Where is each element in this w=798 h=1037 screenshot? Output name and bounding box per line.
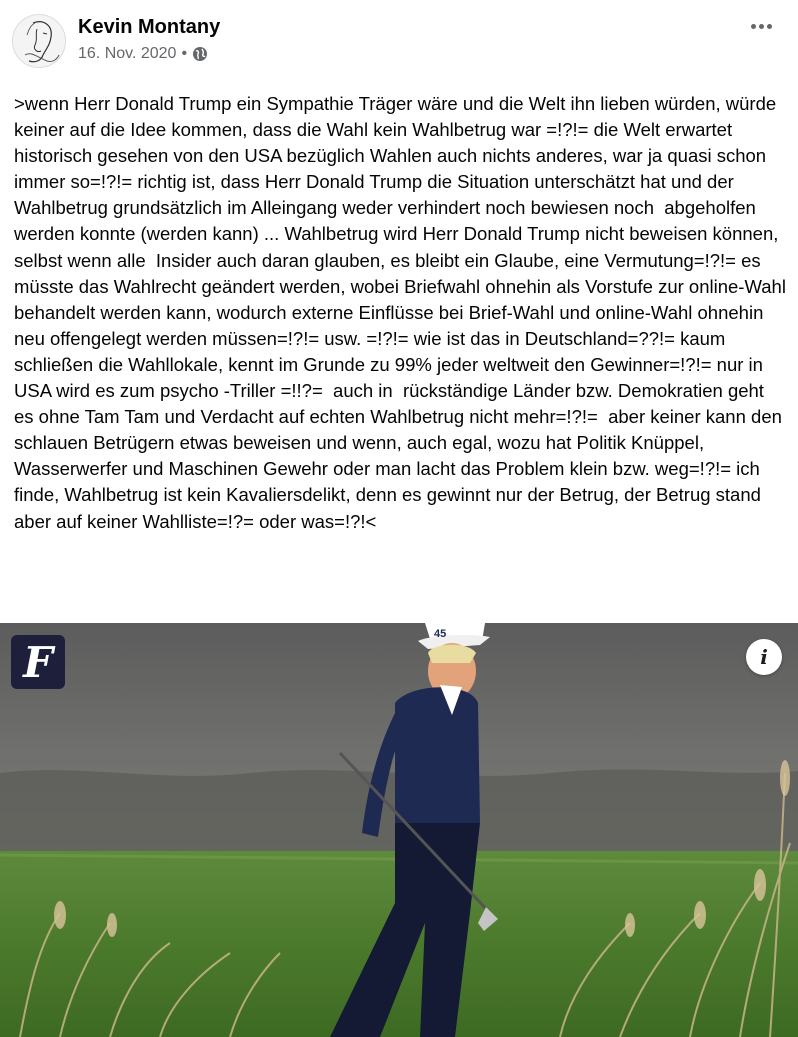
post-photo[interactable] xyxy=(0,623,798,1037)
golf-course-photo xyxy=(0,623,798,1037)
author-name[interactable]: Kevin Montany xyxy=(78,16,221,38)
post-text: >wenn Herr Donald Trump ein Sympathie Träger wäre und die Welt ihn lieben würden, würde keiner auf die Idee kommen, dass die Wahl kein Wahlbetrug war =!?!= die Welt erwartet historisch gesehen von den USA bezüglich Wahlen auch nichts anderes, war ja quasi schon immer so=!?!= richtig ist, dass Herr Donald Trump die Situation unterschätzt hat und der Wahlbetrug grundsätzlich im Alleingang weder verhindert noch bewiesen noch abgeholfen werden konnte (werden kann) ... Wahlbetrug wird Herr Donald Trump nicht beweisen können, selbst wenn alle Insider auch daran glauben, es bleibt ein Glaube, eine Vermutung=!?!= es müsste das Wahlrecht geändert werden, wobei Briefwahl ohnehin als Vorstufe zur online-Wahl behandelt werden kann, wodurch externe Einflüsse bei Brief-Wahl und online-Wahl ohnehin neu offengelegt werden müssen=!?!= usw. =!?!= wie ist das in Deutschland=??!= kaum schließen die Wahllokale, kennt im Grunde zu 99% jeder weltweit den Gewinner=!?!= nur in USA wird es zum psycho -Triller =!!?= auch in rückständige Länder bzw. Demokratien geht es ohne Tam Tam und Verdacht auf echten Wahlbetrug nicht mehr=!?!= aber keiner kann den schlauen Betrügern etwas beweisen und wenn, auch egal, wozu hat Politik Knüppel, Wasserwerfer und Maschinen Gewehr oder man lacht das Problem klein bzw. weg=!?!= ich finde, Wahlbetrug ist kein Kavaliersdelikt, denn es gewinnt nur der Betrug, der Betrug stand aber auf keiner Wahlliste=!?= oder was=!?!< xyxy=(14,93,792,532)
post-date[interactable]: 16. Nov. 2020 xyxy=(78,45,177,62)
post-header xyxy=(0,0,798,80)
more-options-icon[interactable] xyxy=(746,14,776,38)
globe-icon xyxy=(192,46,208,62)
publisher-badge[interactable]: F xyxy=(11,635,65,689)
avatar[interactable] xyxy=(12,14,66,68)
avatar-sketch-icon xyxy=(13,15,66,68)
meta-separator: • xyxy=(181,45,188,62)
svg-text:45: 45 xyxy=(434,628,447,640)
post-meta xyxy=(78,45,208,63)
info-icon[interactable]: i xyxy=(746,639,782,675)
